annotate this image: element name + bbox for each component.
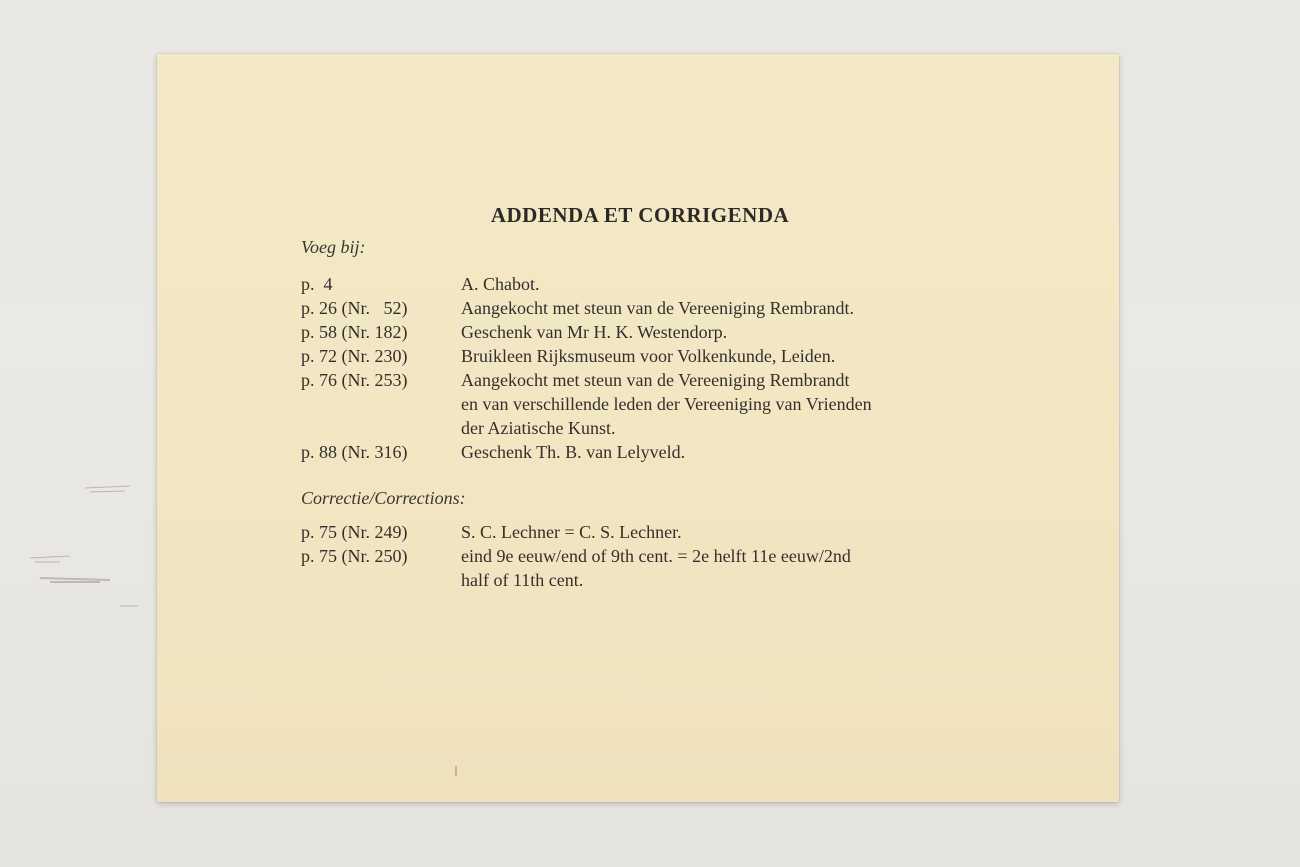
- entry-text: half of 11th cent.: [461, 570, 584, 590]
- page-reference: p. 75 (Nr. 250): [301, 546, 408, 566]
- entry-text: S. C. Lechner = C. S. Lechner.: [461, 522, 682, 542]
- entry-text: Geschenk van Mr H. K. Westendorp.: [461, 322, 728, 342]
- voeg-bij-heading: Voeg bij:: [301, 237, 366, 257]
- list-item: [301, 368, 991, 440]
- page-reference: p. 4: [301, 274, 333, 294]
- entry-text: Aangekocht met steun van de Vereeniging Rembrandt: [461, 370, 850, 390]
- entry-text: en van verschillende leden der Vereeniging van Vrienden: [461, 394, 872, 414]
- page-reference: p. 76 (Nr. 253): [301, 370, 408, 390]
- entry-text: Aangekocht met steun van de Vereeniging Rembrandt.: [461, 298, 855, 318]
- list-item: [301, 344, 991, 368]
- entry-text: der Aziatische Kunst.: [461, 418, 616, 438]
- page-reference: p. 58 (Nr. 182): [301, 322, 408, 342]
- corrections-heading: Correctie/Corrections:: [301, 488, 466, 508]
- document-title: ADDENDA ET CORRIGENDA: [490, 203, 790, 227]
- entry-text: Bruikleen Rijksmuseum voor Volkenkunde, Leiden.: [461, 346, 836, 366]
- list-item: [301, 320, 991, 344]
- entry-text: eind 9e eeuw/end of 9th cent. = 2e helft 11e eeuw/2nd: [461, 546, 851, 566]
- list-item: [301, 272, 991, 296]
- entry-text: Geschenk Th. B. van Lelyveld.: [461, 442, 686, 462]
- entry-text: A. Chabot.: [461, 274, 540, 294]
- list-item: [301, 520, 991, 544]
- page-reference: p. 72 (Nr. 230): [301, 346, 408, 366]
- list-item: [301, 296, 991, 320]
- page-reference: p. 88 (Nr. 316): [301, 442, 408, 462]
- voeg-bij-list: [301, 272, 991, 464]
- background-scribbles: [30, 478, 140, 618]
- list-item: [301, 544, 991, 592]
- corrections-list: [301, 520, 991, 592]
- paper-blemish: [455, 766, 457, 776]
- list-item: [301, 440, 991, 464]
- page-reference: p. 26 (Nr. 52): [301, 298, 408, 318]
- page-reference: p. 75 (Nr. 249): [301, 522, 408, 542]
